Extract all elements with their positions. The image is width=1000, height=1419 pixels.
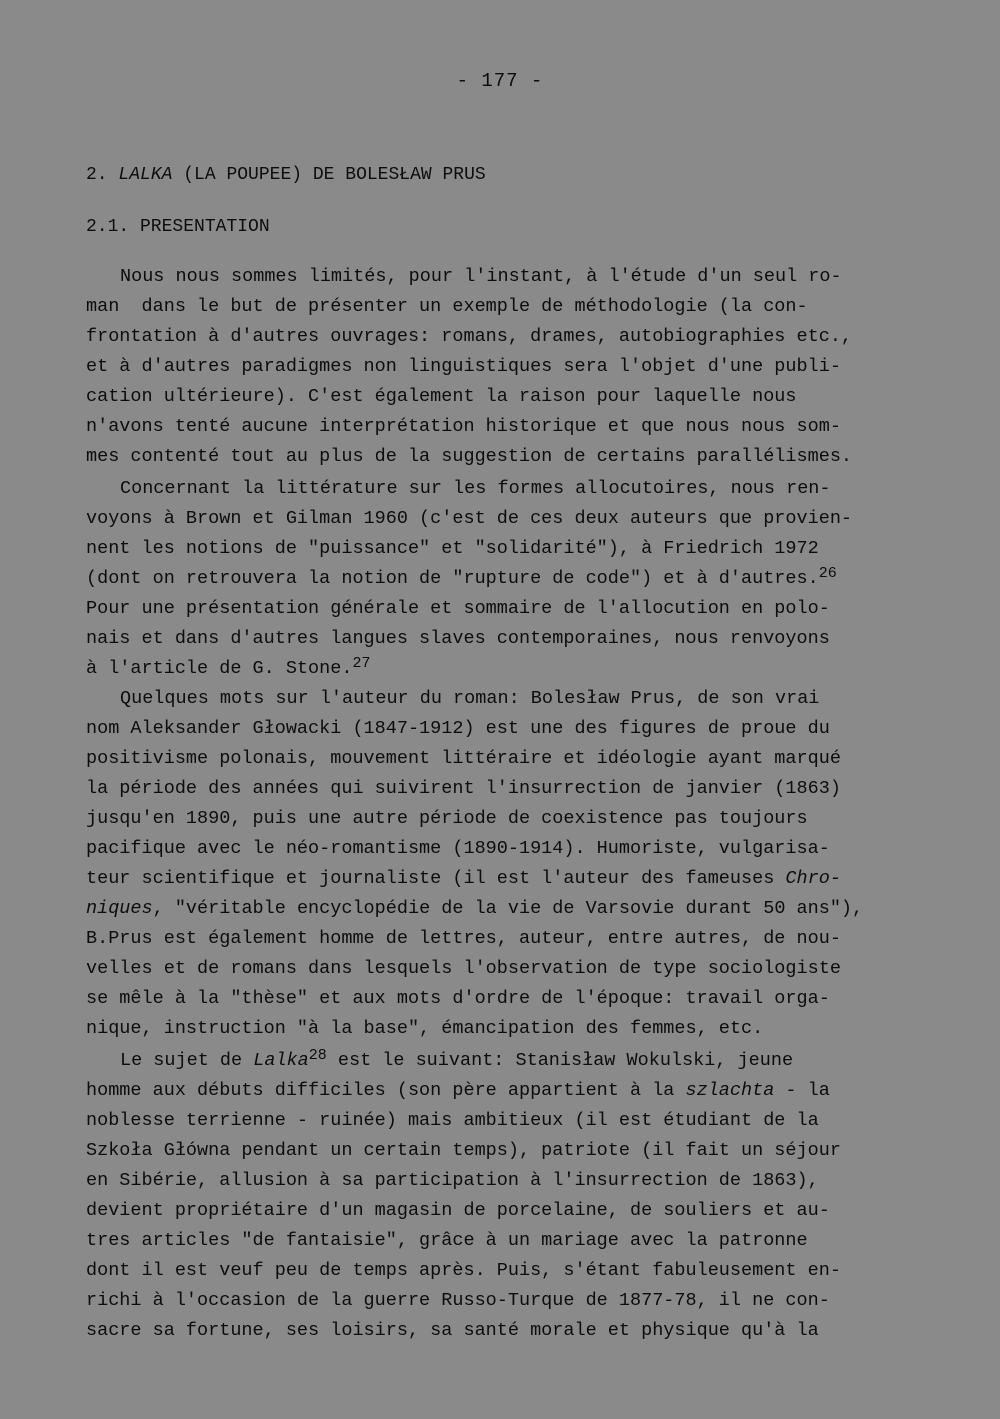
text-line [86, 510, 852, 529]
line-text: voyons à Brown et Gilman 1960 (c'est de ces deux auteurs que provien- [86, 508, 853, 529]
page-number: - 177 - [456, 70, 544, 92]
line-text: en Sibérie, allusion à sa participation à l'insurrection de 1863), [86, 1170, 819, 1191]
line-text: Nous nous sommes limités, pour l'instant, à l'étude d'un seul ro- [120, 266, 842, 287]
line-text: Pour une présentation générale et sommaire de l'allocution en polo- [86, 598, 830, 619]
line-text: - la [774, 1080, 830, 1101]
line-text: B.Prus est également homme de lettres, auteur, entre autres, de nou- [86, 928, 841, 949]
text-line [86, 268, 842, 287]
line-text: nom Aleksander Głowacki (1847-1912) est une des figures de proue du [86, 718, 830, 739]
line-text: sacre sa fortune, ses loisirs, sa santé morale et physique qu'à la [86, 1320, 819, 1341]
text-line [86, 1020, 763, 1039]
line-text: cation ultérieure). C'est également la raison pour laquelle nous [86, 386, 797, 407]
text-line [86, 358, 841, 377]
text-line [86, 1172, 819, 1191]
line-text: n'avons tenté aucune interprétation historique et que nous nous som- [86, 416, 841, 437]
text-line [86, 810, 808, 829]
line-text: jusqu'en 1890, puis une autre période de coexistence pas toujours [86, 808, 808, 829]
line-text: positivisme polonais, mouvement littéraire et idéologie ayant marqué [86, 748, 841, 769]
subsection-heading: 2.1. PRESENTATION [86, 217, 270, 237]
text-line [86, 418, 841, 437]
text-line [86, 990, 830, 1009]
line-text: homme aux débuts difficiles (son père appartient à la [86, 1080, 686, 1101]
text-line [86, 900, 863, 919]
text-line [86, 1142, 841, 1161]
text-line [86, 1322, 819, 1341]
text-line [86, 480, 831, 499]
line-text: à l'article de G. Stone. [86, 658, 353, 679]
text-line [86, 630, 830, 649]
line-text: (dont on retrouvera la notion de "rupture de code") et à d'autres. [86, 568, 819, 589]
text-line [86, 540, 819, 559]
line-text: est le suivant: Stanisław Wokulski, jeune [326, 1050, 794, 1071]
line-text: richi à l'occasion de la guerre Russo-Turque de 1877-78, il ne con- [86, 1290, 830, 1311]
text-line [86, 328, 852, 347]
line-text: velles et de romans dans lesquels l'observation de type sociologiste [86, 958, 841, 979]
italic-text: Lalka [253, 1050, 309, 1071]
section-title-italic: LALKA [118, 165, 173, 185]
line-text: devient propriétaire d'un magasin de porcelaine, de souliers et au- [86, 1200, 830, 1221]
text-line [86, 690, 819, 709]
line-text: man dans le but de présenter un exemple de méthodologie (la con- [86, 296, 808, 317]
footnote-marker: 26 [818, 565, 837, 582]
text-line [86, 298, 808, 317]
line-text: se mêle à la "thèse" et aux mots d'ordre de l'époque: travail orga- [86, 988, 830, 1009]
line-text: Le sujet de [120, 1050, 254, 1071]
line-text: nent les notions de "puissance" et "solidarité"), à Friedrich 1972 [86, 538, 819, 559]
line-text: Concernant la littérature sur les formes allocutoires, nous ren- [120, 478, 831, 499]
text-line [86, 930, 841, 949]
italic-text: Chro- [785, 868, 841, 889]
line-text: nique, instruction "à la base", émancipation des femmes, etc. [86, 1018, 764, 1039]
section-title-rest: (LA POUPEE) DE BOLESŁAW PRUS [172, 165, 486, 185]
text-line [86, 655, 371, 679]
line-text: frontation à d'autres ouvrages: romans, drames, autobiographies etc., [86, 326, 853, 347]
text-line [86, 1112, 819, 1131]
text-line [86, 1232, 808, 1251]
section-number: 2. [86, 165, 108, 185]
text-line [86, 1047, 794, 1071]
line-text: Szkoła Główna pendant un certain temps), patriote (il fait un séjour [86, 1140, 841, 1161]
text-line [86, 1202, 830, 1221]
text-line [86, 388, 797, 407]
line-text: tres articles "de fantaisie", grâce à un mariage avec la patronne [86, 1230, 808, 1251]
line-text: nais et dans d'autres langues slaves contemporaines, nous renvoyons [86, 628, 830, 649]
line-text: et à d'autres paradigmes non linguistiques sera l'objet d'une publi- [86, 356, 841, 377]
text-line [86, 840, 830, 859]
line-text: teur scientifique et journaliste (il est l'auteur des fameuses [86, 868, 786, 889]
italic-text: niques [86, 898, 153, 919]
text-line [86, 960, 841, 979]
text-line [86, 565, 837, 589]
line-text: dont il est veuf peu de temps après. Puis, s'étant fabuleusement en- [86, 1260, 841, 1281]
italic-text: szlachta [685, 1080, 775, 1101]
text-line [86, 720, 830, 739]
line-text: , "véritable encyclopédie de la vie de Varsovie durant 50 ans"), [152, 898, 864, 919]
line-text: pacifique avec le néo-romantisme (1890-1914). Humoriste, vulgarisa- [86, 838, 830, 859]
footnote-marker: 28 [308, 1047, 327, 1064]
text-line [86, 600, 830, 619]
line-text: mes contenté tout au plus de la suggestion de certains parallélismes. [86, 446, 853, 467]
text-line [86, 1262, 841, 1281]
text-line [86, 750, 841, 769]
line-text: la période des années qui suivirent l'insurrection de janvier (1863) [86, 778, 841, 799]
text-line [86, 870, 841, 889]
footnote-marker: 27 [352, 655, 371, 672]
text-line [86, 1082, 830, 1101]
text-line [86, 448, 852, 467]
line-text: noblesse terrienne - ruinée) mais ambitieux (il est étudiant de la [86, 1110, 819, 1131]
text-line [86, 1292, 830, 1311]
text-line [86, 780, 841, 799]
line-text: Quelques mots sur l'auteur du roman: Bolesław Prus, de son vrai [120, 688, 820, 709]
section-heading [86, 165, 486, 185]
